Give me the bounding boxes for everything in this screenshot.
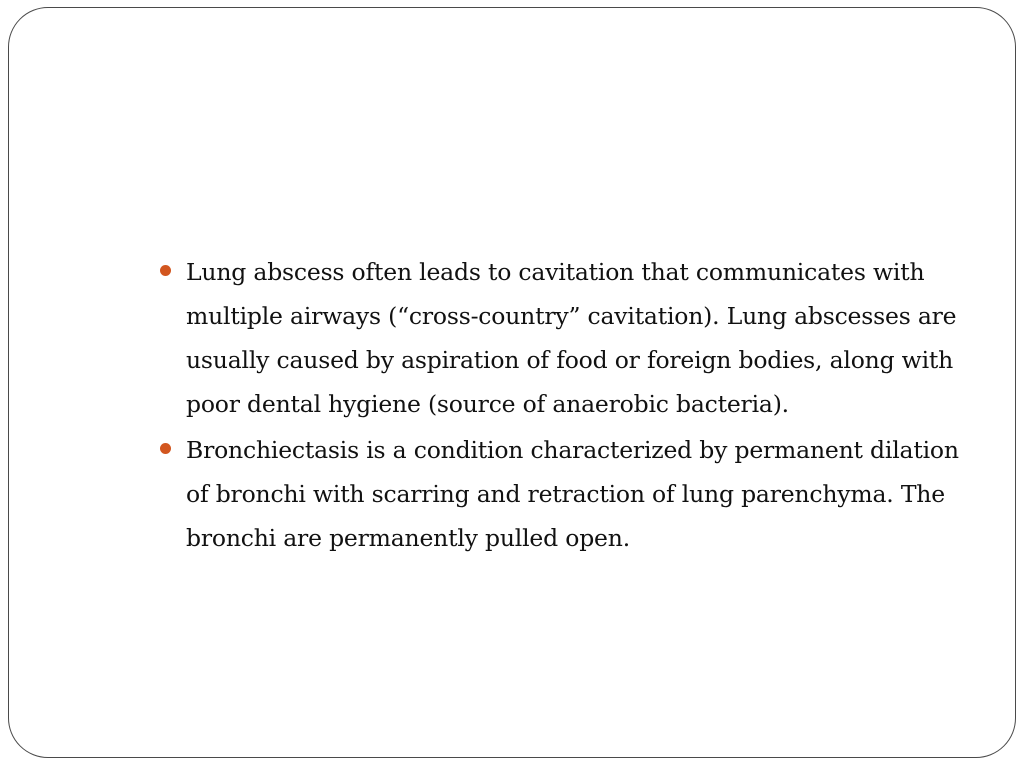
bullet-text: Bronchiectasis is a condition characterized by permanent dilation of bronchi with scarring and retraction of lung parenchyma. The bronchi are permanently pulled open. [186, 436, 959, 552]
bullet-item-bronchiectasis [158, 428, 978, 560]
bullet-list [158, 250, 978, 560]
bullet-item-lung-abscess [158, 250, 978, 426]
slide-body [158, 250, 978, 562]
bullet-dot-icon [160, 443, 171, 454]
bullet-dot-icon [160, 265, 171, 276]
bullet-text: Lung abscess often leads to cavitation that communicates with multiple airways (“cross-country” cavitation). Lung abscesses are usually caused by aspiration of food or foreign bodies, along with poor dental hygiene (source of anaerobic bacteria). [186, 258, 957, 418]
